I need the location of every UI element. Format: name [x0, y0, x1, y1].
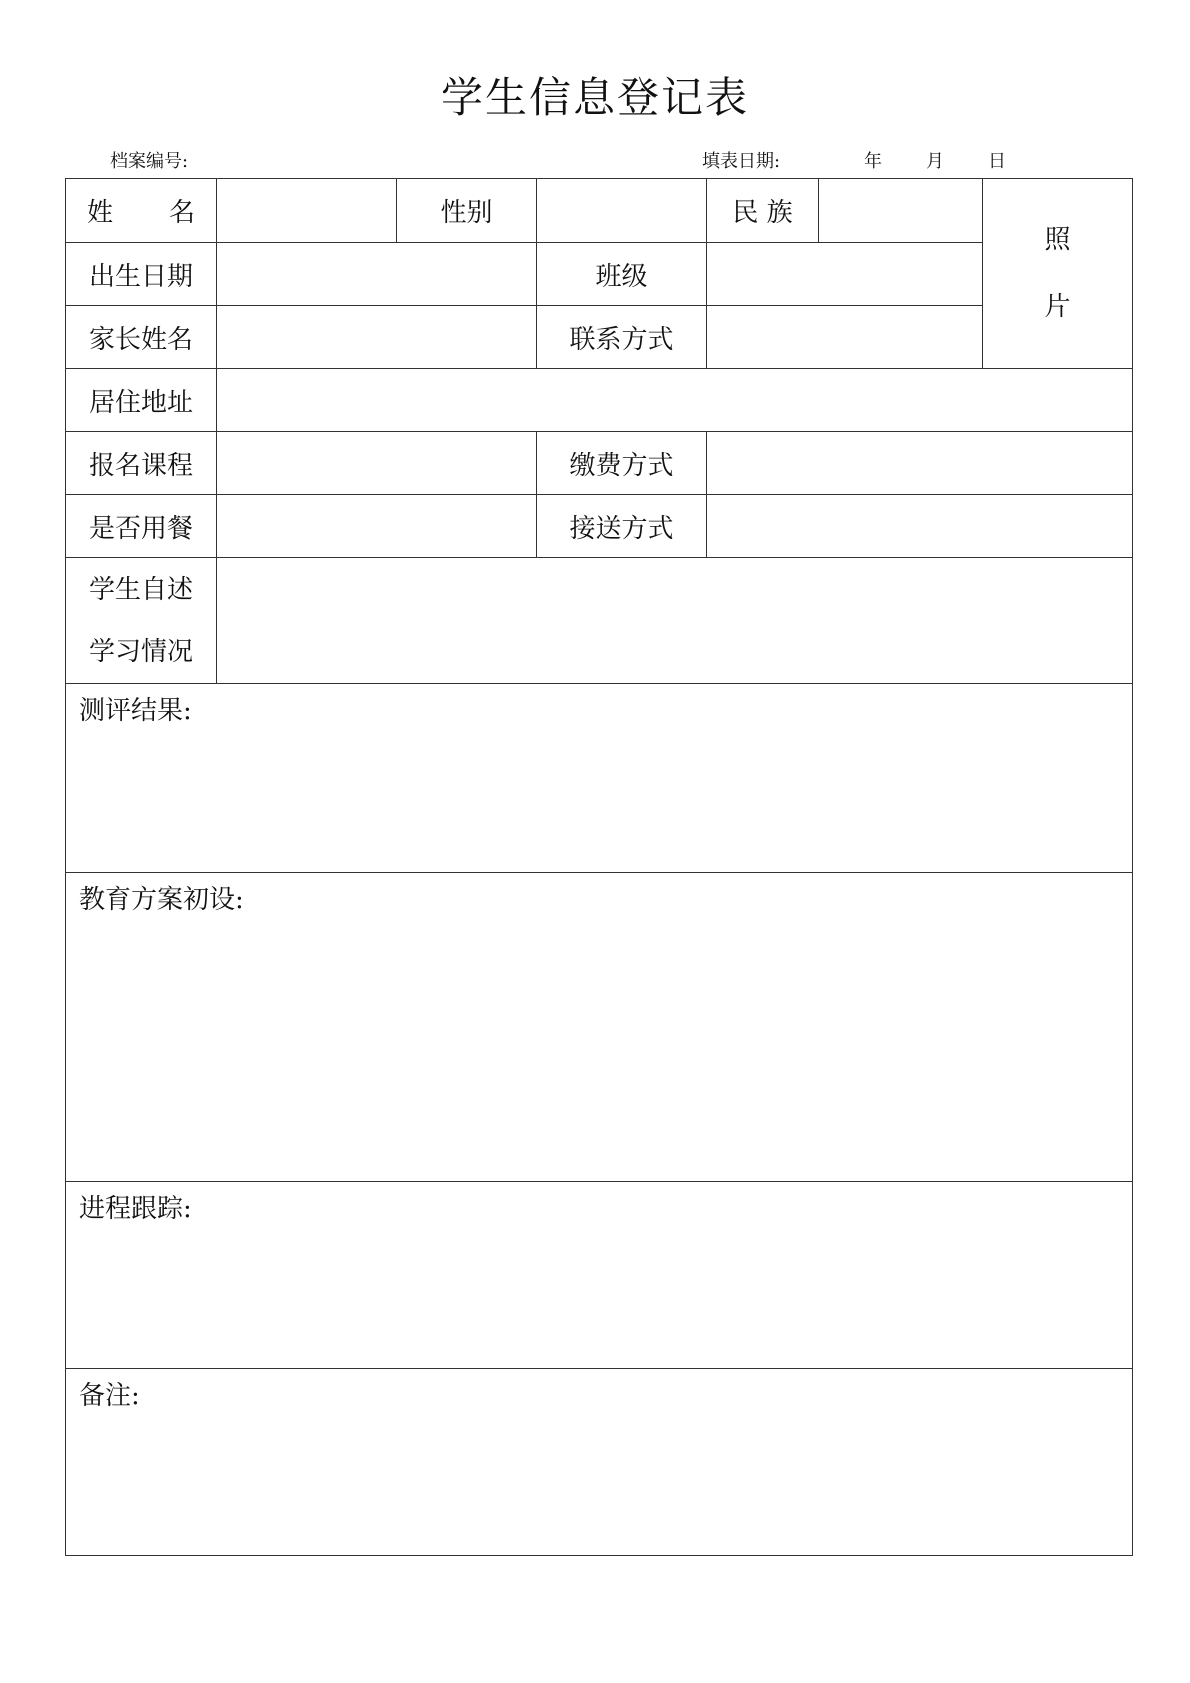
- evaluation-label: 测评结果:: [79, 696, 192, 726]
- progress-section[interactable]: [66, 1182, 1133, 1369]
- fill-date-label: 填表日期:: [702, 151, 781, 172]
- remarks-label: 备注:: [79, 1381, 140, 1411]
- name-label: 姓 名: [66, 179, 217, 243]
- birth-date-label: 出生日期: [66, 243, 217, 306]
- meal-label: 是否用餐: [66, 495, 217, 558]
- archive-number-label: 档案编号:: [110, 151, 189, 172]
- birth-date-field[interactable]: [217, 243, 537, 306]
- transport-field[interactable]: [707, 495, 1133, 558]
- date-year-label: 年: [864, 151, 882, 172]
- photo-label-char1: 照: [1044, 225, 1071, 255]
- page-title: 学生信息登记表: [440, 73, 749, 122]
- photo-box[interactable]: [983, 179, 1133, 369]
- progress-label: 进程跟踪:: [79, 1194, 192, 1224]
- date-month-label: 月: [926, 151, 944, 172]
- self-description-field[interactable]: [217, 558, 1133, 684]
- ethnicity-label: 民 族: [707, 179, 819, 243]
- contact-label: 联系方式: [537, 306, 707, 369]
- education-plan-label: 教育方案初设:: [79, 885, 244, 915]
- name-field[interactable]: [217, 179, 397, 243]
- payment-field[interactable]: [707, 432, 1133, 495]
- meal-field[interactable]: [217, 495, 537, 558]
- course-field[interactable]: [217, 432, 537, 495]
- gender-field[interactable]: [537, 179, 707, 243]
- parent-name-label: 家长姓名: [66, 306, 217, 369]
- self-description-label: [66, 558, 217, 684]
- contact-field[interactable]: [707, 306, 983, 369]
- evaluation-section[interactable]: [66, 684, 1133, 873]
- payment-label: 缴费方式: [537, 432, 707, 495]
- class-label: 班级: [537, 243, 707, 306]
- remarks-section[interactable]: [66, 1369, 1133, 1556]
- self-description-line1: 学生自述: [88, 574, 193, 605]
- parent-name-field[interactable]: [217, 306, 537, 369]
- education-plan-section[interactable]: [66, 873, 1133, 1182]
- address-field[interactable]: [217, 369, 1133, 432]
- student-info-form: [65, 178, 1133, 1556]
- course-label: 报名课程: [66, 432, 217, 495]
- gender-label: 性别: [397, 179, 537, 243]
- photo-label-char2: 片: [1044, 292, 1071, 322]
- class-field[interactable]: [707, 243, 983, 306]
- ethnicity-field[interactable]: [819, 179, 983, 243]
- address-label: 居住地址: [66, 369, 217, 432]
- transport-label: 接送方式: [537, 495, 707, 558]
- self-description-line2: 学习情况: [88, 636, 193, 667]
- date-day-label: 日: [988, 151, 1006, 172]
